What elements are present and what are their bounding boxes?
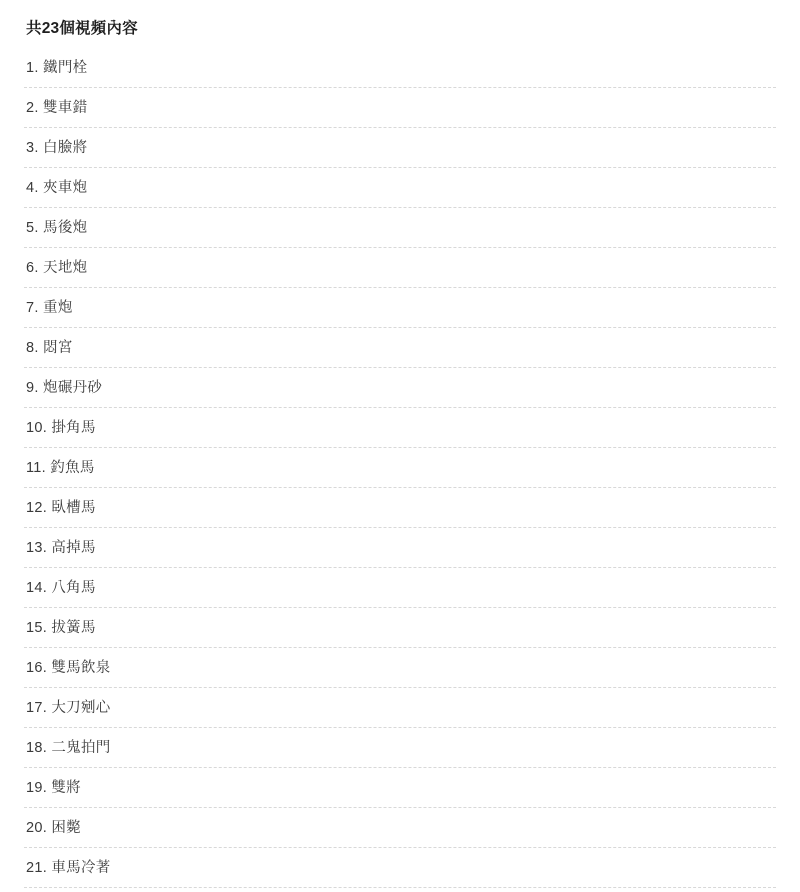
list-item[interactable]: 9. 炮碾丹砂 (24, 368, 776, 408)
list-item[interactable]: 16. 雙馬飲泉 (24, 648, 776, 688)
list-item[interactable]: 15. 拔簧馬 (24, 608, 776, 648)
list-item[interactable]: 17. 大刀剜心 (24, 688, 776, 728)
list-item[interactable]: 11. 釣魚馬 (24, 448, 776, 488)
list-item[interactable]: 12. 臥槽馬 (24, 488, 776, 528)
list-item[interactable]: 20. 困斃 (24, 808, 776, 848)
list-item[interactable]: 19. 雙將 (24, 768, 776, 808)
list-item[interactable]: 6. 天地炮 (24, 248, 776, 288)
list-item[interactable]: 4. 夾車炮 (24, 168, 776, 208)
list-item[interactable]: 18. 二鬼拍門 (24, 728, 776, 768)
list-item[interactable]: 1. 鐵門栓 (24, 48, 776, 88)
list-item[interactable]: 5. 馬後炮 (24, 208, 776, 248)
list-item[interactable]: 13. 高掉馬 (24, 528, 776, 568)
list-item[interactable]: 2. 雙車錯 (24, 88, 776, 128)
list-item[interactable]: 21. 車馬冷著 (24, 848, 776, 888)
page-title: 共23個視頻內容 (26, 20, 138, 37)
list-item[interactable]: 14. 八角馬 (24, 568, 776, 608)
video-list (24, 48, 776, 888)
list-item[interactable]: 7. 重炮 (24, 288, 776, 328)
list-item[interactable]: 3. 白臉將 (24, 128, 776, 168)
list-item[interactable]: 10. 掛角馬 (24, 408, 776, 448)
list-item[interactable]: 8. 悶宮 (24, 328, 776, 368)
